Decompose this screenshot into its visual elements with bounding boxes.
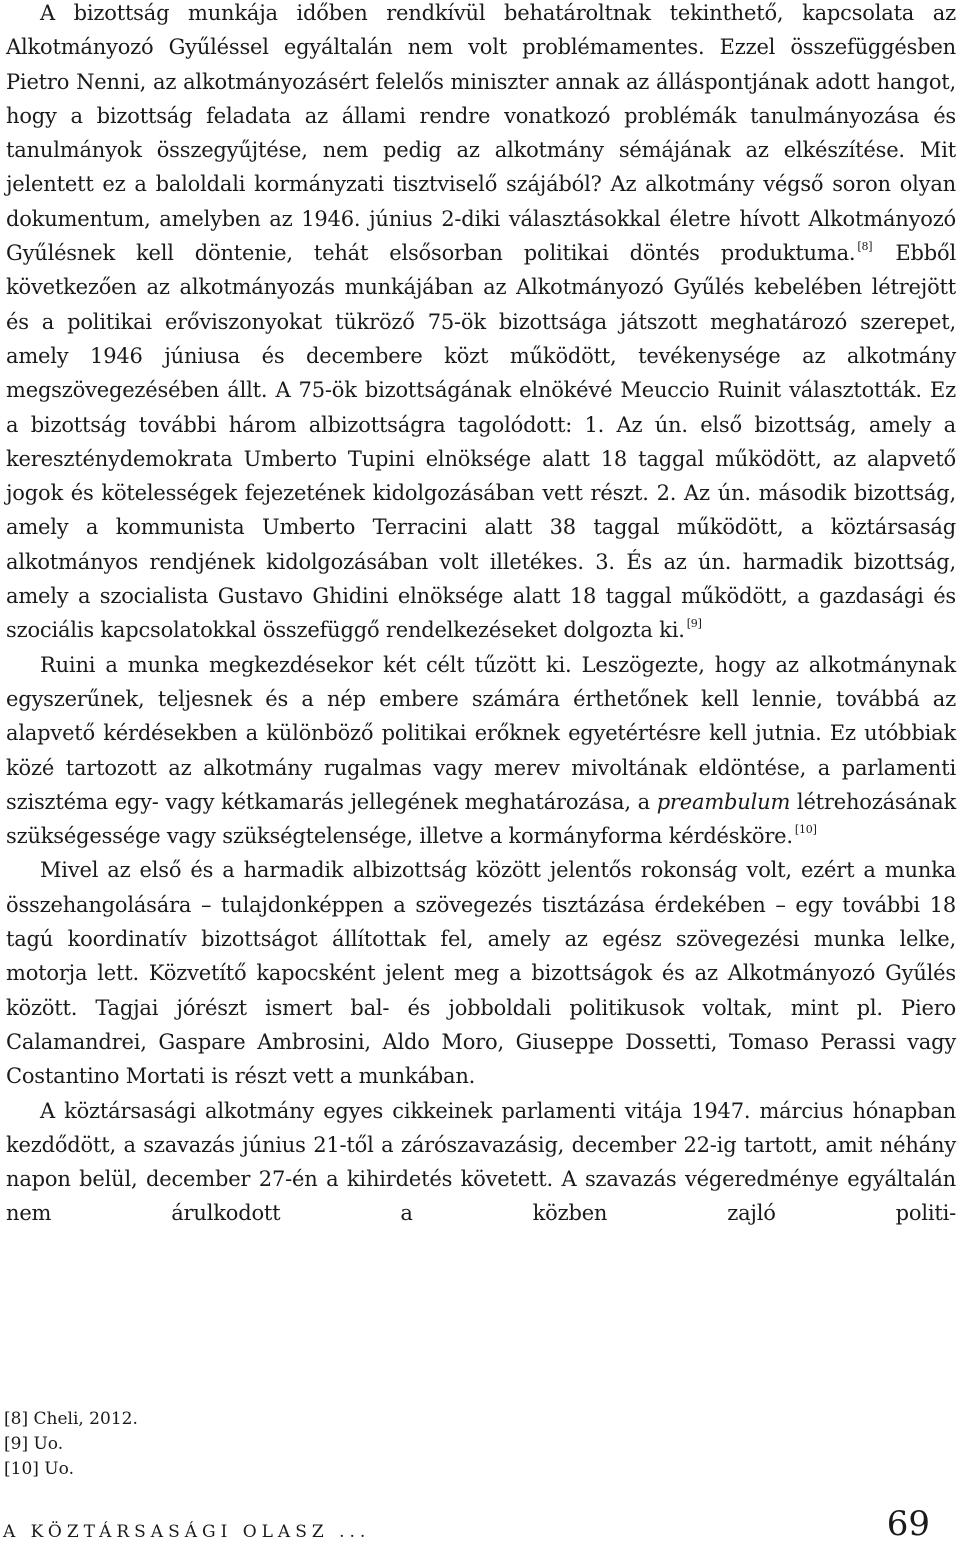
text-run: A köztársasági alkotmány egyes cikkeinek parlamenti vitája 1947. március hónapban kezdődött, a szavazás június 21-től a zárószavazásig, december 22-ig tartott, amit néhány napon belül, december 27-én a kihirdetés követett. A szavazás végeredménye egyáltalán nem árulkodott a közben zajló politi- <box>6 1098 956 1226</box>
text-run: Ruini a munka megkezdésekor két célt tűzött ki. Leszögezte, hogy az alkotmánynak egyszerűnek, teljesnek és a nép embere számára érthetőnek kell lennie, továbbá az alapvető kérdésekben a különböző politikai erőknek egyetértésre kell jutnia. Ez utóbbiak közé tartozott az alkotmány rugalmas vagy merev mivoltának eldöntése, a parlamenti szisztéma egy- vagy kétkamarás jellegének meghatározása, a <box>6 652 956 814</box>
text-run: A bizottság munkája időben rendkívül behatároltnak tekinthető, kapcsolata az Alkotmányozó Gyűléssel egyáltalán nem volt problémamentes. Ezzel összefüggésben Pietro Nenni, az alkotmányozásért felelős miniszter annak az álláspontjának adott hangot, hogy a bizottság feladata az állami rendre vonatkozó problémák tanulmányozása és tanulmányok összegyűjtése, nem pedig az alkotmány sémájának az elkészítése. Mit jelentett ez a baloldali kormányzati tisztviselő szájából? Az alkotmány végső soron olyan dokumentum, amelyben az 1946. június 2-diki választásokkal életre hívott Alkotmányozó Gyűlésnek kell döntenie, tehát elsősorban politikai döntés produktuma. <box>6 1 956 266</box>
paragraph <box>6 0 956 648</box>
italic-term: preambulum <box>656 789 791 814</box>
text-run: létrehozásának szükségessége vagy szükségtelensége, illetve a kormányforma kérdésköre. <box>6 789 956 849</box>
text-run: Mivel az első és a harmadik albizottság között jelentős rokonság volt, ezért a munka összehangolására – tulajdonképpen a szövegezés tisztázása érdekében – egy további 18 tagú koordinatív bizottságot állítottak fel, amely az egész szövegezési munka lelke, motorja lett. Közvetítő kapocsként jelent meg a bizottságok és az Alkotmányozó Gyűlés között. Tagjai jórészt ismert bal- és jobboldali politikusok voltak, mint pl. Piero Calamandrei, Gaspare Ambrosini, Aldo Moro, Giuseppe Dossetti, Tomaso Perassi vagy Costantino Mortati is részt vett a munkában. <box>6 858 956 1089</box>
footnote: [10] Uo. <box>4 1459 74 1479</box>
running-footer-title: A KÖZTÁRSASÁGI OLASZ ... <box>3 1522 371 1542</box>
paragraph <box>6 648 956 854</box>
footnote-reference[interactable]: [10] <box>794 823 817 837</box>
footnote: [9] Uo. <box>4 1434 64 1454</box>
paragraph <box>6 1094 956 1231</box>
body-text <box>6 0 956 1231</box>
footnote: [8] Cheli, 2012. <box>4 1409 138 1429</box>
footnote-reference[interactable]: [8] <box>857 240 873 254</box>
paragraph <box>6 853 956 1093</box>
footnote-reference[interactable]: [9] <box>686 617 702 631</box>
page-number: 69 <box>886 1504 930 1544</box>
text-run: Ebből következően az alkotmányozás munkájában az Alkotmányozó Gyűlés kebelében létrejött és a politikai erőviszonyokat tükröző 75-ök bizottsága játszott meghatározó szerepet, amely 1946 júniusa és decembere közt működött, tevékenysége az alkotmány megszövegezésében állt. A 75-ök bizottságának elnökévé Meuccio Ruinit választották. Ez a bizottság további három albizottságra tagolódott: 1. Az ún. első bizottság, amely a kereszténydemokrata Umberto Tupini elnöksége alatt 18 taggal működött, az alapvető jogok és kötelességek fejezetének kidolgozásában vett részt. 2. Az ún. második bizottság, amely a kommunista Umberto Terracini alatt 38 taggal működött, a köztársaság alkotmányos rendjének kidolgozásában volt illetékes. 3. És az ún. harmadik bizottság, amely a szocialista Gustavo Ghidini elnöksége alatt 18 taggal működött, a gazdasági és szociális kapcsolatokkal összefüggő rendelkezéseket dolgozta ki. <box>6 241 956 643</box>
footnotes <box>4 1407 904 1482</box>
